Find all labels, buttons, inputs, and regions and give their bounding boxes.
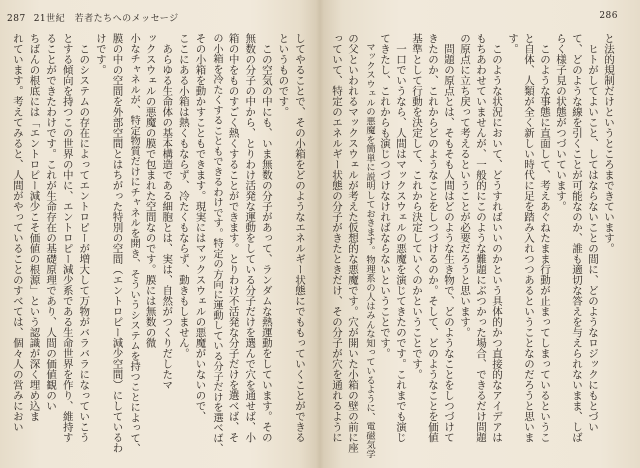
text-column: マックスウェルの悪魔を簡単に説明しておきます。物理系の人はみんな知っているように、電磁気学 (364, 33, 375, 458)
text-column: このような状況において、どうすればいいのかという具体的かつ直接的なアイデアは (491, 33, 503, 443)
left-page-header (7, 11, 179, 24)
text-column: その小箱を動かすこともできます。現実にはマックスウェルの悪魔がいないので、 (194, 33, 207, 422)
text-column: て、どのような線を引くことが可能なのか、誰も適切な答えを与えられないまま、しば (571, 33, 583, 443)
text-column: このシステムの存在によってエントロピーが増大して万物がバラバラになっていこう (78, 33, 91, 443)
text-column: れています。考えてみると、人間がやっていることのすべては、個々人の営みにおい (11, 33, 24, 432)
text-column: てきたし、これからも演じつづけなければならないということです。 (379, 33, 391, 359)
text-column: 問題の原点とは、そもそも人間はどのような生き物で、どのようなことをしつづけて (443, 33, 455, 443)
text-column: の小箱を冷たくすることもできるわけです。特定の方向に運動している分子だけを選べば、 (211, 33, 224, 454)
text-column: ちばんの根底には「エントロピー減少こそ価値の根源」という認識が深く埋め込ま (28, 33, 41, 422)
text-column: ヒトがしてよいこと、してはならないことの間に、どのようなロジックにもとづい (587, 33, 599, 432)
text-column: ここにある小箱は熱くもならず、冷たくもならず、動きもしません。 (177, 33, 190, 359)
text-column: 膜の中の空間を外部空間とはちがった特別の空間（エントロピー減少空間）にしているわ (111, 33, 124, 453)
text-column: 小なチャネルが、特定物質だけにチャネルを開き、そういうシステムを持つことによって、 (128, 33, 141, 454)
text-column: と法的規制だけというところまできています。 (603, 33, 615, 254)
text-column: の原点に立ち戻って考えるということが必要だろうと思います。 (459, 33, 471, 338)
right-page-number: 286 (599, 11, 618, 21)
text-column: もちあわせていませんが、一般的にこのような難題にぶつかった場合、できるだけ問題 (475, 33, 487, 443)
text-column: 一口でいうなら、人間はマックスウェルの悪魔を演じてきたのです。これまでも演じ (395, 33, 407, 443)
left-page-number: 287 (7, 14, 26, 24)
running-head: 21世紀 若者たちへのメッセージ (33, 14, 179, 24)
text-column: してやることで、その小箱をどのようなエネルギー状態にでももっていくことができる (294, 33, 306, 443)
text-column: 箱の中をものすごく熱くすることができます。とりわけ不活発な分子だけを選べば、そ (227, 33, 240, 443)
text-column: けです。 (94, 33, 107, 75)
text-column: とする傾向を持つこの世界の中に、エントロピー減少系である生命世界を作り、維持す (61, 33, 74, 443)
text-column: 基準として行動を決定して、これから決定していくのかということです。 (411, 33, 423, 380)
text-column: 無数の分子の中から、とりわけ活発な運動をしている分子だけを選んで穴を通せば、小 (244, 33, 257, 443)
text-column: ックスウェルの悪魔の膜で包まれた空間なのです。膜には無数の微 (144, 33, 157, 348)
text-column: す。 (507, 33, 519, 54)
left-page-body (8, 33, 308, 458)
text-column: らく様子見の状態がつづいています。 (555, 33, 567, 212)
text-column: っていて、特定のエネルギー状態の分子がきたときだけ、その分子が穴を通れるように (331, 33, 343, 443)
text-column: ることができたわけです。これが生命存在の基礎原理であり、人間の価値観のい (45, 33, 58, 411)
text-column: きたのか、これからどのようなことをしつづけるのか。そして、どのようなことを価値 (427, 33, 439, 443)
right-page-body (329, 33, 617, 458)
text-column: というものです。 (277, 33, 290, 117)
text-column: この空気の中にも、いま無数の分子があって、ランダムな熱運動をしています。その (260, 33, 273, 443)
text-column: の父といわれるマックスウェルが考えた仮想的な悪魔です。穴が開いた小箱の壁の前に座 (347, 33, 359, 453)
right-page (320, 0, 640, 468)
text-column: あらゆる生命体の基本構造である細胞とは、実は、自然がつくりだしたマ (161, 33, 174, 390)
text-column: このような事態に直面して、考えあぐねたまま行動が止まってしまっているというこ (539, 33, 551, 443)
text-column: と自体、人類が全く新しい時代に足を踏み入れつつあるということなのだろうと思いま (523, 33, 535, 443)
